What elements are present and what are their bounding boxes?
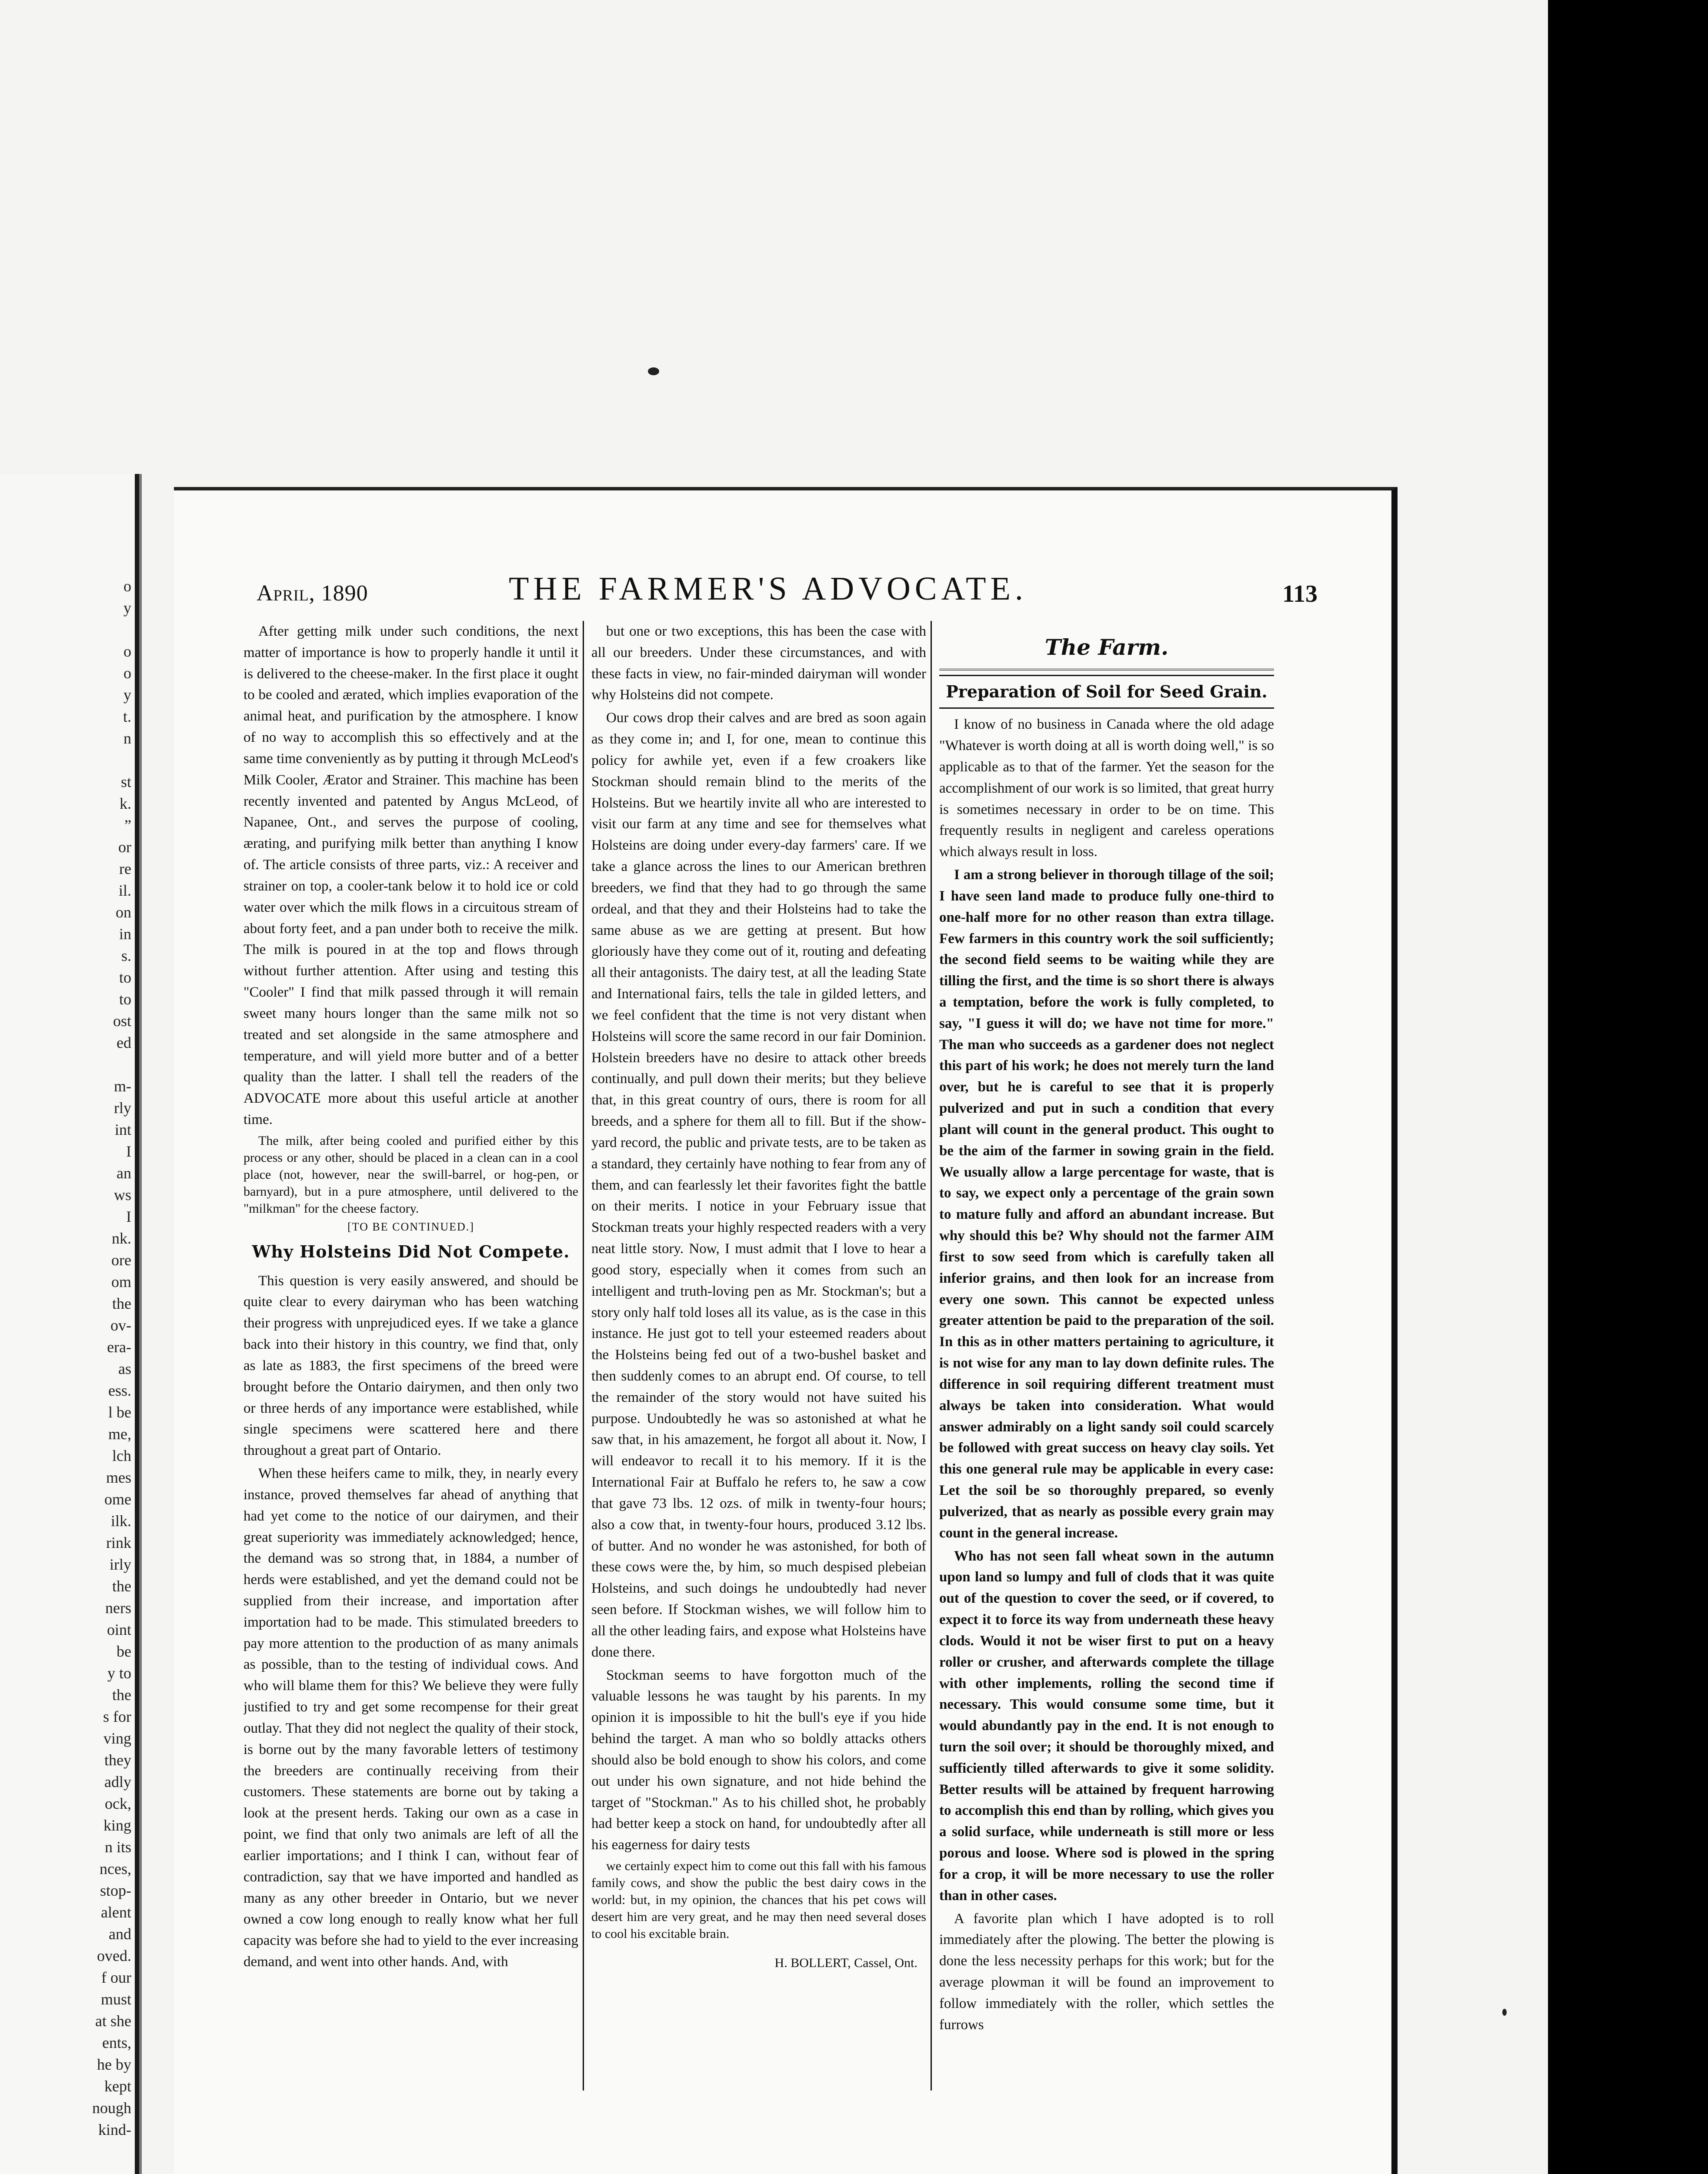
- left-page-text-fragment: n its: [104, 1838, 131, 1856]
- left-page-text-fragment: ving: [103, 1730, 131, 1747]
- issue-date: April, 1890: [257, 581, 368, 606]
- left-page-text-fragment: on: [116, 904, 131, 921]
- left-page-text-fragment: o: [123, 664, 131, 682]
- left-page-text-fragment: o: [123, 643, 131, 660]
- left-page-text-fragment: s for: [103, 1708, 131, 1725]
- paragraph-small: The milk, after being cooled and purified either by this process or any other, should be placed in a clean can in a cool place (not, however, near the swill-barrel, or hog-pen, or barnyard), but in a pure atmosphere, until delivered to the "milkman" for the cheese factory.: [244, 1133, 578, 1216]
- left-page-text-fragment: s.: [121, 947, 131, 964]
- continued-note: [TO BE CONTINUED.]: [347, 1220, 474, 1233]
- paragraph: Who has not seen fall wheat sown in the autumn upon land so lumpy and full of clods that it was quite out of the question to cover the seed, or if covered, to expect it to force its way from underneath these heavy clods. Would it not be wiser first to put on a heavy roller or crusher, and afterwards complete the tillage with other implements, rolling the second time if necessary. This would consume some time, but it would abundantly pay in the end. It is not enough to turn the soil over; it should be thoroughly mixed, and sufficiently tilled afterwards to give it some solidity. Better results will be attained by frequent harrowing to accomplish this end than by rolling, which gives you a solid surface, while underneath is still more or less porous and loose. Where sod is plowed in the spring for a crop, it will be more necessary to use the roller than in other cases.: [939, 1548, 1274, 1904]
- left-page-text-fragment: must: [100, 1991, 131, 2008]
- left-page-text-fragment: n: [123, 730, 131, 747]
- left-page-text-fragment: m-: [114, 1077, 131, 1095]
- newspaper-page: [174, 487, 1398, 2174]
- left-page-text-fragment: ock,: [105, 1795, 131, 1812]
- column-rule: [931, 621, 932, 2091]
- left-page-text-fragment: t.: [123, 708, 131, 725]
- left-page-text-fragment: to: [119, 969, 131, 986]
- left-page-text-fragment: kind-: [98, 2121, 131, 2138]
- left-page-text-fragment: to: [119, 990, 131, 1008]
- left-page-text-fragment: ost: [113, 1012, 131, 1030]
- left-page-text-fragment: y: [123, 686, 131, 704]
- author-signature: H. BOLLERT, Cassel, Ont.: [774, 1956, 917, 1971]
- left-page-text-fragment: int: [114, 1121, 131, 1138]
- left-page-text-fragment: nces,: [100, 1860, 131, 1877]
- column-2: [591, 621, 926, 2117]
- left-page-text-fragment: lch: [112, 1447, 131, 1464]
- paragraph: After getting milk under such conditions, the next matter of importance is how to properly handle it until it is delivered to the cheese-maker. In the first place it ought to be cooled and ærated, which implies evaporation of the animal heat, and purification by the atmosphere. I know of no way to accomplish this so effectively and at the same time conveniently as by putting it through McLeod's Milk Cooler, Ærator and Strainer. This machine has been recently invented and patented by Angus McLeod, of Napanee, Ont., and serves the purpose of cooling, ærating, and purifying milk better than anything I know of. The article consists of three parts, viz.: A receiver and strainer on top, a cooler-tank below it to hold ice or cold water over which the milk flows in a circuitous stream of about forty feet, and a pan under both to receive the milk. The milk is poured in at the top and flows through without further attention. After using and testing this "Cooler" I find that milk passed through it will remain sweet many hours longer than the same milk not so treated and set alongside in the same atmosphere and temperature, and will yield more butter and of a better quality than the latter. I shall tell the readers of the ADVOCATE more about this useful article at another time.: [244, 624, 578, 1128]
- left-page-text-fragment: il.: [118, 882, 131, 899]
- left-page-text-fragment: ore: [111, 1251, 131, 1269]
- left-page-text-fragment: kept: [104, 2077, 131, 2095]
- article-heading: Preparation of Soil for Seed Grain.: [939, 675, 1274, 709]
- column-3: [939, 621, 1274, 2117]
- left-page-text-fragment: as: [118, 1360, 131, 1377]
- left-page-text-fragment: ”: [124, 817, 131, 834]
- left-page-text-fragment: ents,: [102, 2034, 131, 2051]
- department-heading: The Farm.: [939, 631, 1274, 670]
- left-page-text-fragment: rink: [106, 1534, 131, 1551]
- left-page-text-fragment: be: [117, 1643, 131, 1660]
- left-page-text-fragment: mes: [106, 1469, 131, 1486]
- left-page-text-fragment: the: [112, 1686, 131, 1704]
- left-page-text-fragment: at she: [95, 2012, 131, 2030]
- page-number: 113: [1282, 580, 1318, 607]
- dust-speck: [1502, 2009, 1507, 2016]
- column-1: [244, 621, 578, 2117]
- left-page-text-fragment: oint: [107, 1621, 131, 1638]
- left-page-text-fragment: adly: [104, 1773, 131, 1791]
- paragraph: I know of no business in Canada where the old adage "Whatever is worth doing at all is worth doing well," is so applicable as to that of the farmer. Yet the season for the accomplishment of our work is so limited, that great hurry is sometimes necessary in order to be on time. This frequently results in negligent and careless operations which always result in loss.: [939, 717, 1274, 860]
- left-page-text-fragment: rly: [114, 1099, 131, 1117]
- left-page-text-fragment: they: [104, 1751, 131, 1769]
- left-page-text-fragment: he by: [97, 2056, 131, 2073]
- left-page-text-fragment: ws: [113, 1186, 131, 1204]
- left-page-text-fragment: in: [119, 925, 131, 943]
- left-page-text-fragment: nk.: [112, 1230, 131, 1247]
- left-page-text-fragment: ess.: [108, 1382, 131, 1399]
- paragraph: Stockman seems to have forgotton much of the valuable lessons he was taught by his parents. In my opinion it is impossible to hit the bull's eye if you hide behind the target. A man who so boldly attacks others should also be bold enough to show his colors, and come out under his own signature, and not hide behind the target of "Stockman." As to his chilled shot, he probably had better keep a stock on hand, for undoubtedly after all his eagerness for dairy tests: [591, 1667, 926, 1853]
- paragraph: I am a strong believer in thorough tillage of the soil; I have seen land made to produce fully one-third to one-half more for no other reason than extra tillage. Few farmers in this country work the soil sufficiently; the second field seems to be waiting while they are tilling the first, and the time is so short there is always a temptation, before the work is fully completed, to say, "I guess it will do; we have not time for more." The man who succeeds as a gardener does not neglect this part of his work; he does not merely turn the land over, but he is careful to see that it is properly pulverized and put in such a condition that every plant will count in the general product. This ought to be the aim of the farmer in sowing grain in the field. We usually allow a large percentage for waste, that is to say, we expect only a percentage of the grain sown to mature fully and afford an abundant increase. But why should this be? Why should not the farmer AIM first to sow seed from which is carefully taken all inferior grains, and then look for an increase from every one sown. This cannot be expected unless greater attention be paid to the preparation of the soil. In this as in other matters pertaining to agriculture, it is not wise for any man to lay down definite rules. The difference in soil requiring different treatment must always be taken into consideration. What would answer admirably on a light sandy soil could scarcely be followed with great success on heavy clay soils. Yet this one general rule may be applicable in every case: Let the soil be so thoroughly prepared, so evenly pulverized, that as nearly as possible every grain may count in the general increase.: [939, 867, 1274, 1541]
- masthead-title: THE FARMER'S ADVOCATE.: [509, 570, 1027, 607]
- left-page-text-fragment: era-: [107, 1338, 131, 1356]
- paragraph-small: we certainly expect him to come out this fall with his famous family cows, and show the public the best dairy cows in the world: but, in my opinion, the chances that his pet cows will desert him are very great, and he may then need several doses to cool his excitable brain.: [591, 1859, 926, 1941]
- left-page-text-fragment: irly: [110, 1556, 131, 1573]
- left-page-text-fragment: an: [117, 1164, 131, 1182]
- left-page-text-fragment: y: [123, 599, 131, 617]
- page-header: [257, 570, 1318, 608]
- paragraph: but one or two exceptions, this has been the case with all our breeders. Under these circumstances, and with these facts in view, no fair-minded dairyman will wonder why Holsteins did not compete.: [591, 624, 926, 703]
- left-page-text-fragment: king: [103, 1817, 131, 1834]
- left-page-text-fragment: stop-: [100, 1882, 131, 1899]
- left-page-text-fragment: ilk.: [110, 1512, 131, 1530]
- left-page-text-fragment: ed: [117, 1034, 131, 1051]
- left-page-text-fragment: re: [119, 860, 131, 877]
- left-page-text-fragment: I: [126, 1143, 131, 1160]
- left-page-text-fragment: y to: [107, 1664, 131, 1682]
- paragraph: Our cows drop their calves and are bred as soon again as they come in; and I, for one, mean to continue this policy for awhile yet, even if a few croakers like Stockman should remain blind to the merits of the Holsteins. But we heartily invite all who are interested to visit our farm at any time and see for themselves what Holsteins are doing under every-day farmers' care. If we take a glance across the lines to our American brethren breeders, we find that they had to go through the same ordeal, and that they and their Holsteins had to take the same abuse as we are getting at present. But how gloriously have they come out of it, routing and defeating all their antagonists. The dairy test, at all the leading State and International fairs, tells the tale in gilded letters, and we feel confident that the time is not very distant when Holsteins will score the same record in our fair Dominion. Holstein breeders have no desire to attack other breeds continually, and pull down their merits; but they believe that, in this great country of ours, there is room for all breeds, and a sphere for them all to fill. But if the show-yard record, the public and private tests, are to be taken as a standard, they certainly have nothing to fear from any of them, and can fearlessly let their favorites fight the battle on their merits. I notice in your February issue that Stockman treats your highly respected readers with a very neat little story. Now, I must admit that I love to hear a good story, especially when it comes from such an intelligent and truth-loving pen as Mr. Stockman's; but a story only half told loses all its value, as is the case in this instance. He just got to tell your esteemed readers about the Holsteins being fed out of a two-bushel basket and then suddenly comes to an abrupt end. Of course, to tell the remainder of the story would not have suited his purpose. Undoubtedly he was so astonished at what he saw that, in his amazement, he forgot all about it. Now, I will endeavor to recall it to his memory. If it is the International Fair at Buffalo he refers to, he saw a cow that gave 73 lbs. 12 ozs. of milk in twenty-four hours; also a cow that, in twenty-four hours, produced 3.12 lbs. of butter. And no wonder he was astonished, for both of these cows were the, by him, so much despised plebeian Holsteins, and such doings he undoubtedly had never seen before. If Stockman wishes, we will follow him to all the other leading fairs, and expose what Holsteins have done there.: [591, 710, 926, 1660]
- article-heading: Why Holsteins Did Not Compete.: [252, 1242, 570, 1262]
- left-page-text-fragment: and: [109, 1925, 131, 1943]
- left-page-text-fragment: the: [112, 1577, 131, 1595]
- left-page-text-fragment: or: [118, 838, 131, 856]
- column-rule: [583, 621, 584, 2091]
- left-page-edge: [0, 474, 139, 2174]
- left-page-text-fragment: ov-: [110, 1317, 131, 1334]
- left-page-text-fragment: ome: [104, 1490, 131, 1508]
- paragraph: A favorite plan which I have adopted is to roll immediately after the plowing. The better the plowing is done the less necessity perhaps for this work; but for the average plowman it will be found an improvement to follow immediately with the roller, which settles the furrows: [939, 1911, 1274, 2033]
- left-page-text-fragment: me,: [108, 1425, 131, 1443]
- left-page-text-fragment: st: [120, 773, 131, 790]
- left-page-text-fragment: the: [112, 1295, 131, 1312]
- left-page-text-fragment: om: [111, 1273, 131, 1290]
- left-page-text-fragment: o: [123, 577, 131, 595]
- left-page-text-fragment: I: [126, 1208, 131, 1225]
- left-page-text-fragment: ners: [105, 1599, 131, 1617]
- paragraph: When these heifers came to milk, they, in nearly every instance, proved themselves far ahead of anything that had yet come to the notice of our dairymen, and their great superiority was immediately acknowledged; hence, the demand was so strong that, in 1884, a number of herds were established, and yet the demand could not be supplied from their increase, and importation after importation had to be made. This stimulated breeders to pay more attention to the production of as many animals as possible, than to the testing of individual cows. And who will blame them for this? We believe they were fully justified to try and get some recompense for their great outlay. That they did not neglect the quality of their stock, is borne out by the many favorable letters of testimony the breeders are continually receiving from their customers. These statements are borne out by taking a look at the present herds. Taking our own as a case in point, we find that only two animals are left of all the earlier importations; and I think I can, without fear of contradiction, say that we have imported and handled as many as any other breeder in Ontario, but we never owned a cow long enough to really know what her full capacity was before she had to yield to the ever increasing demand, and went into other hands. And, with: [244, 1466, 578, 1970]
- paragraph: This question is very easily answered, and should be quite clear to every dairyman who has been watching their progress with unprejudiced eyes. If we take a glance back into their history in this country, we find that, only as late as 1883, the first specimens of the breed were brought before the Ontario dairymen, and then only two or three herds of any importance were established, while single specimens were scattered here and there throughout a great part of Ontario.: [244, 1273, 578, 1459]
- dust-speck: [648, 367, 659, 375]
- left-page-text-fragment: l be: [108, 1404, 131, 1421]
- left-page-text-fragment: nough: [92, 2099, 131, 2117]
- left-page-text-fragment: alent: [101, 1904, 131, 1921]
- left-page-text-fragment: k.: [120, 795, 131, 812]
- left-page-text-fragment: f our: [101, 1969, 131, 1986]
- left-page-text-fragment: oved.: [97, 1947, 131, 1964]
